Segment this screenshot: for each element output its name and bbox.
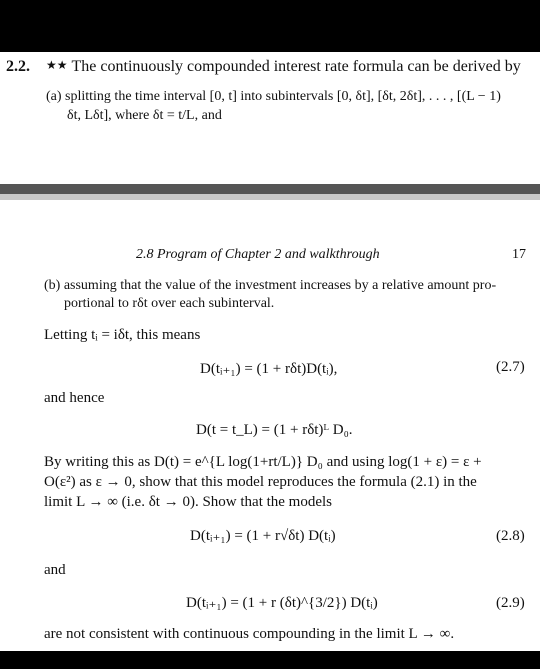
difficulty-stars: ★★ — [46, 58, 68, 72]
part-a-line-2: δt, Lδt], where δt = t/L, and — [67, 108, 222, 123]
problem-intro — [46, 58, 521, 76]
and-hence-text: and hence — [44, 390, 105, 406]
paragraph-line-1: By writing this as D(t) = e^{L log(1+rt/L)} D₀ and using log(1 + ε) = ε + — [44, 454, 482, 470]
problem-number: 2.2. — [6, 58, 30, 75]
equation-unnumbered: D(t = t_L) = (1 + rδt)ᴸ D₀. — [196, 422, 353, 438]
letting-text: Letting tᵢ = iδt, this means — [44, 327, 201, 343]
equation-number-2-7: (2.7) — [496, 359, 525, 375]
closing-paragraph: are not consistent with continuous compounding in the limit L → ∞. — [44, 626, 455, 642]
page-number: 17 — [512, 247, 526, 262]
part-b-line-2: portional to rδt over each subinterval. — [64, 296, 275, 311]
top-black-bar — [0, 0, 540, 52]
paragraph-line-2: O(ε²) as ε → 0, show that this model reproduces the formula (2.1) in the — [44, 474, 477, 490]
and-text: and — [44, 562, 66, 578]
part-a-line-1: (a) splitting the time interval [0, t] into subintervals [0, δt], [δt, 2δt], . . . , [(L − 1) — [46, 89, 501, 104]
page-top-fragment — [0, 52, 540, 184]
equation-number-2-9: (2.9) — [496, 595, 525, 611]
running-header: 2.8 Program of Chapter 2 and walkthrough — [136, 247, 380, 262]
equation-number-2-8: (2.8) — [496, 528, 525, 544]
paragraph-line-3: limit L → ∞ (i.e. δt → 0). Show that the models — [44, 494, 333, 510]
bottom-black-bar — [0, 651, 540, 669]
equation-2-7: D(tᵢ₊₁) = (1 + rδt)D(tᵢ), — [200, 361, 338, 377]
page-divider — [0, 184, 540, 194]
part-b-line-1: (b) assuming that the value of the investment increases by a relative amount pro- — [44, 278, 497, 293]
equation-2-8: D(tᵢ₊₁) = (1 + r√δt) D(tᵢ) — [190, 528, 336, 544]
page-17 — [0, 200, 540, 651]
equation-2-9: D(tᵢ₊₁) = (1 + r (δt)^{3/2}) D(tᵢ) — [186, 595, 378, 611]
problem-intro-text: The continuously compounded interest rate formula can be derived by — [71, 58, 521, 75]
